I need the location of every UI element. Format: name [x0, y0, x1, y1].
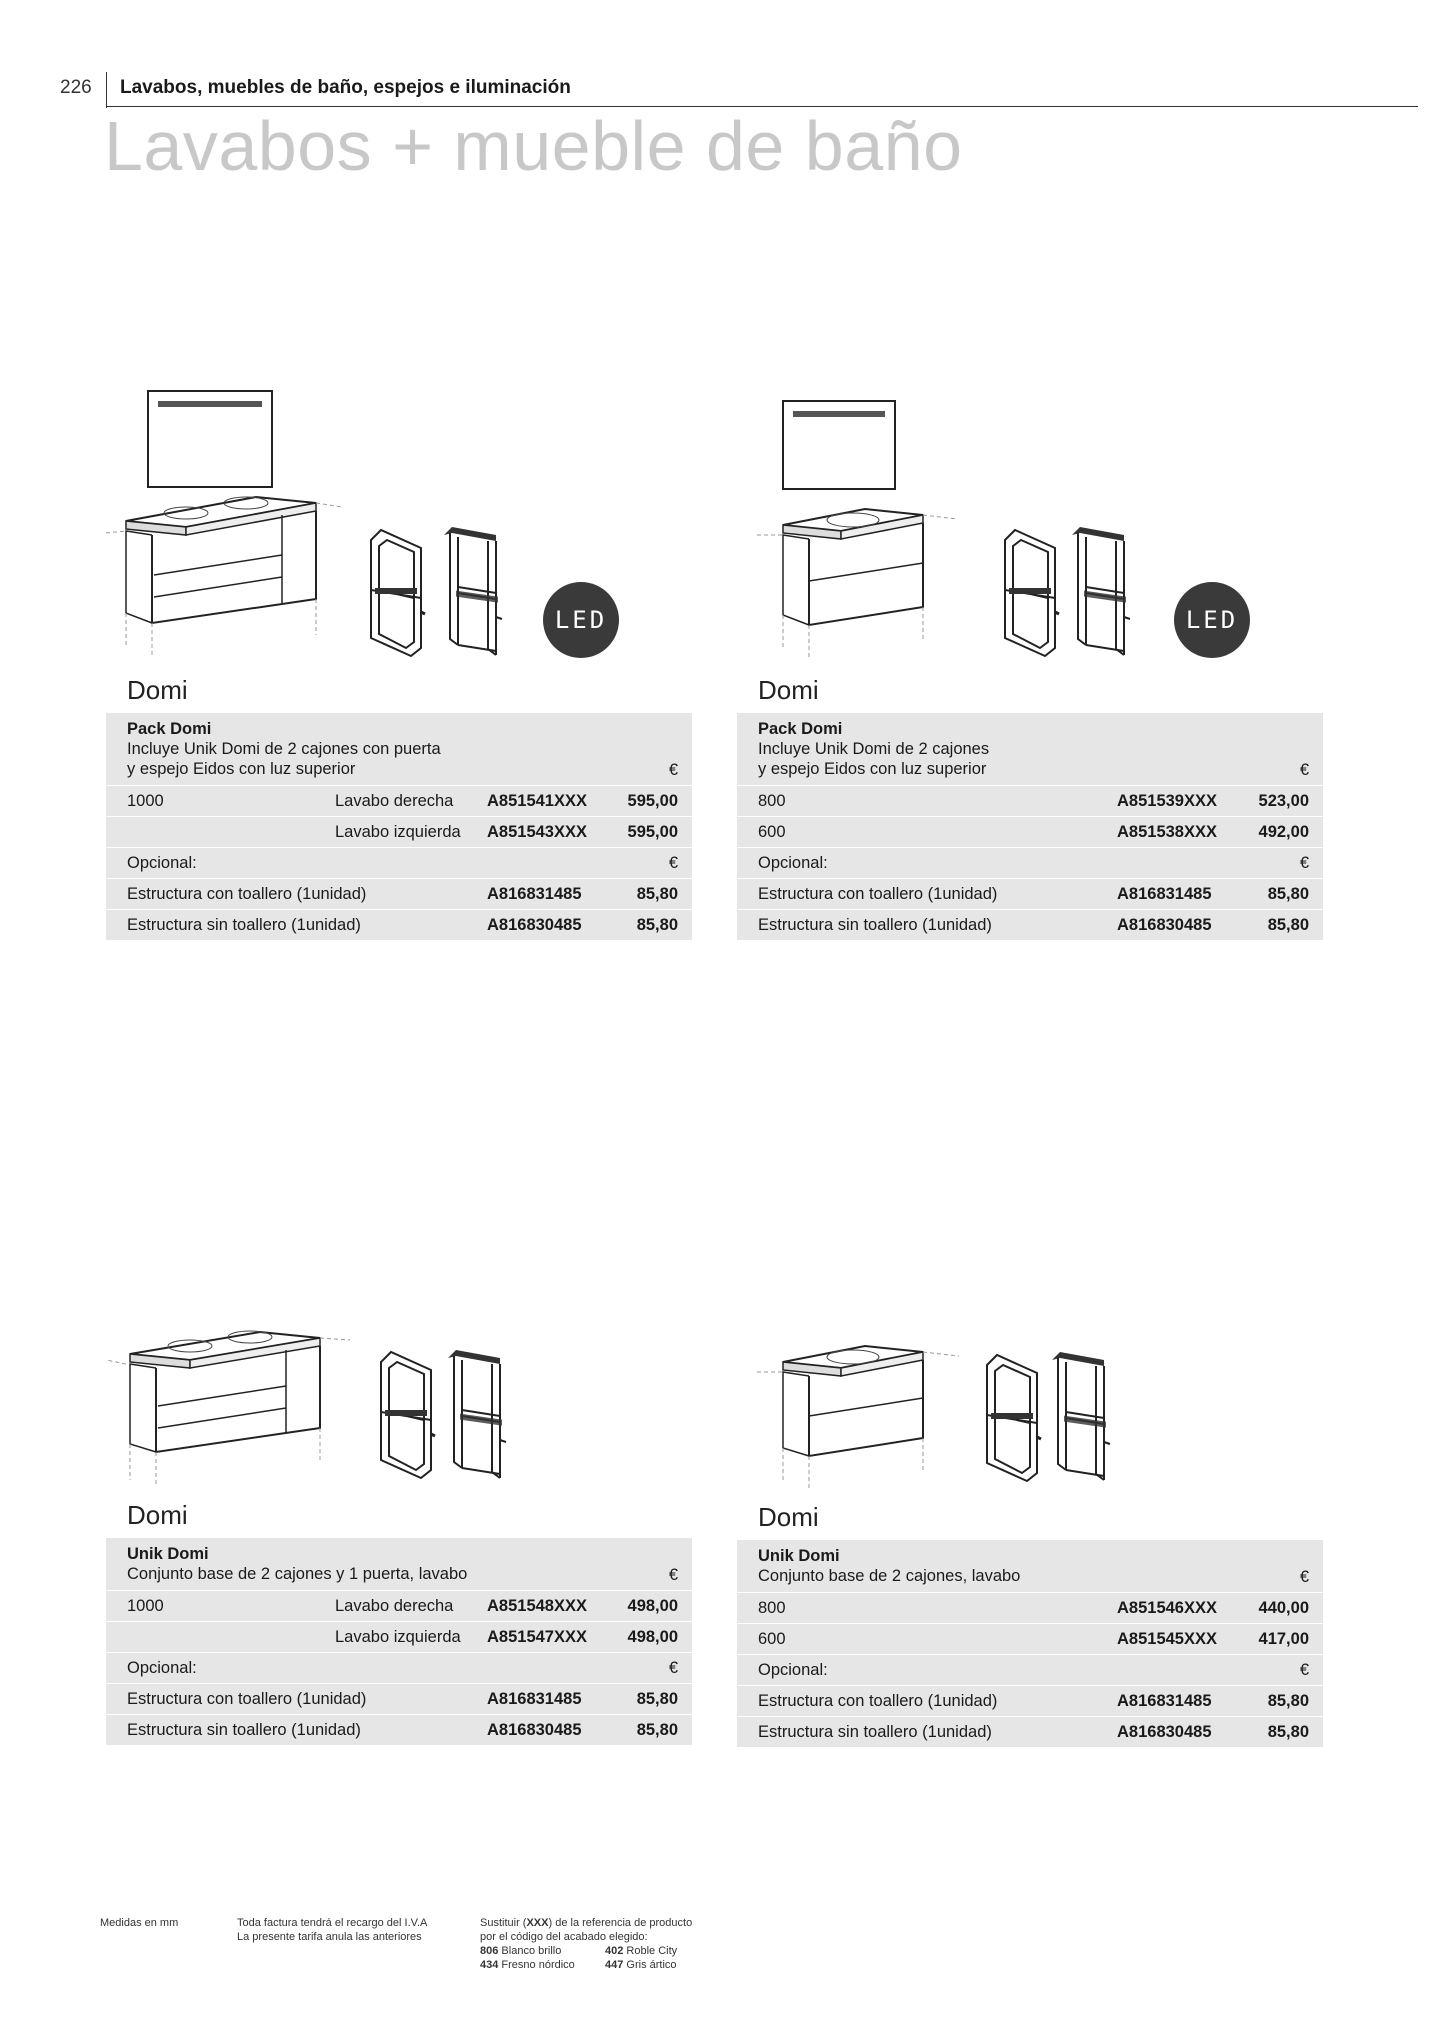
optional-label: Opcional:	[127, 854, 197, 872]
option-label: Estructura sin toallero (1unidad)	[127, 1721, 361, 1739]
finish-code: 402	[605, 1945, 624, 1957]
price-cell: 523,00	[1258, 792, 1309, 810]
finish-name: Gris ártico	[626, 1959, 677, 1971]
finish-name: Fresno nórdico	[501, 1959, 575, 1971]
section-title: Lavabos, muebles de baño, espejos e iluminación	[120, 77, 571, 98]
optional-label: Opcional:	[758, 854, 828, 872]
variant-cell: Lavabo izquierda	[335, 823, 461, 841]
option-label: Estructura sin toallero (1unidad)	[758, 916, 992, 934]
size-cell: 1000	[127, 1597, 164, 1615]
price-cell: 595,00	[627, 823, 678, 841]
variant-cell: Lavabo izquierda	[335, 1628, 461, 1646]
product-name: Domi	[758, 1502, 819, 1532]
price-cell: 85,80	[1267, 916, 1309, 934]
price-table	[106, 713, 692, 941]
table-row	[106, 879, 692, 910]
table-row	[737, 786, 1323, 817]
product-name: Domi	[127, 1500, 188, 1530]
ref-cell: A816830485	[1117, 916, 1212, 934]
price-cell: 85,80	[1267, 1723, 1309, 1741]
currency-label: €	[668, 761, 678, 779]
table-row	[737, 1593, 1323, 1624]
pack-title: Pack Domi	[758, 720, 843, 738]
finish-code: 447	[605, 1959, 624, 1971]
product-name: Domi	[758, 675, 819, 705]
optional-header-row	[106, 1653, 692, 1684]
table-row	[106, 1622, 692, 1653]
finish-name: Blanco brillo	[501, 1945, 562, 1957]
finish-code: 434	[480, 1959, 499, 1971]
currency-label: €	[1299, 761, 1309, 779]
size-cell: 1000	[127, 792, 164, 810]
price-cell: 595,00	[627, 792, 678, 810]
option-label: Estructura con toallero (1unidad)	[758, 1692, 998, 1710]
table-row	[737, 1624, 1323, 1655]
price-table	[737, 1540, 1323, 1748]
finish-item	[605, 1944, 677, 1958]
ref-cell: A851543XXX	[487, 823, 587, 841]
header-divider	[106, 72, 107, 108]
finish-code: 806	[480, 1945, 499, 1957]
currency-label: €	[668, 1566, 678, 1584]
price-cell: 498,00	[627, 1597, 678, 1615]
subst-code: XXX	[526, 1917, 549, 1929]
footer-substitution	[480, 1916, 720, 1972]
led-badge: LED	[554, 606, 608, 634]
price-cell: 85,80	[1267, 1692, 1309, 1710]
ref-cell: A816831485	[1117, 1692, 1212, 1710]
finish-name: Roble City	[626, 1945, 678, 1957]
pack-title: Unik Domi	[758, 1547, 840, 1565]
footer-vat-line: Toda factura tendrá el recargo del I.V.A	[237, 1917, 428, 1929]
ref-cell: A816830485	[487, 1721, 582, 1739]
variant-cell: Lavabo derecha	[335, 792, 454, 810]
currency-label: €	[1299, 854, 1309, 872]
page-header	[58, 72, 1358, 106]
price-cell: 85,80	[636, 885, 678, 903]
finish-codes	[480, 1944, 720, 1972]
pack-header	[106, 1538, 692, 1591]
ref-cell: A816831485	[1117, 885, 1212, 903]
price-cell: 440,00	[1258, 1599, 1309, 1617]
table-row	[106, 1684, 692, 1715]
ref-cell: A851547XXX	[487, 1628, 587, 1646]
finish-item	[605, 1958, 677, 1972]
currency-label: €	[668, 854, 678, 872]
size-cell: 800	[758, 1599, 786, 1617]
product-name: Domi	[127, 675, 188, 705]
pack-title: Pack Domi	[127, 720, 212, 738]
pack-header	[106, 713, 692, 786]
subst-suffix: ) de la referencia de producto	[548, 1917, 693, 1929]
option-label: Estructura sin toallero (1unidad)	[758, 1723, 992, 1741]
price-cell: 417,00	[1258, 1630, 1309, 1648]
footer-subst-line: por el código del acabado elegido:	[480, 1931, 648, 1943]
option-label: Estructura con toallero (1unidad)	[758, 885, 998, 903]
footer-vat	[237, 1916, 427, 1944]
table-row	[737, 910, 1323, 941]
product-illustration	[737, 1310, 1323, 1500]
size-cell: 600	[758, 1630, 786, 1648]
table-row	[737, 1686, 1323, 1717]
product-illustration	[106, 1310, 692, 1500]
price-table	[106, 1538, 692, 1746]
optional-header-row	[737, 1655, 1323, 1686]
page-number: 226	[60, 77, 92, 98]
table-row	[737, 1717, 1323, 1748]
currency-label: €	[1299, 1661, 1309, 1679]
table-row	[106, 817, 692, 848]
ref-cell: A851546XXX	[1117, 1599, 1217, 1617]
finish-item	[480, 1944, 561, 1958]
finish-item	[480, 1958, 575, 1972]
pack-description: Incluye Unik Domi de 2 cajones	[758, 740, 990, 758]
ref-cell: A816831485	[487, 1690, 582, 1708]
optional-label: Opcional:	[127, 1659, 197, 1677]
pack-description: y espejo Eidos con luz superior	[758, 760, 987, 778]
option-label: Estructura sin toallero (1unidad)	[127, 916, 361, 934]
ref-cell: A851538XXX	[1117, 823, 1217, 841]
footer-subst-line	[480, 1916, 720, 1930]
size-cell: 600	[758, 823, 786, 841]
pack-description: y espejo Eidos con luz superior	[127, 760, 356, 778]
pack-description: Conjunto base de 2 cajones, lavabo	[758, 1567, 1021, 1585]
led-badge: LED	[1185, 606, 1239, 634]
pack-header	[737, 713, 1323, 786]
currency-label: €	[668, 1659, 678, 1677]
pack-description: Conjunto base de 2 cajones y 1 puerta, lavabo	[127, 1565, 468, 1583]
subst-prefix: Sustituir (	[480, 1917, 527, 1929]
table-row	[106, 786, 692, 817]
table-row	[106, 1715, 692, 1746]
option-label: Estructura con toallero (1unidad)	[127, 1690, 367, 1708]
page-title: Lavabos + mueble de baño	[104, 107, 963, 185]
price-cell: 85,80	[636, 1690, 678, 1708]
table-row	[737, 817, 1323, 848]
price-cell: 85,80	[636, 916, 678, 934]
ref-cell: A816830485	[1117, 1723, 1212, 1741]
ref-cell: A816830485	[487, 916, 582, 934]
table-row	[737, 879, 1323, 910]
option-label: Estructura con toallero (1unidad)	[127, 885, 367, 903]
ref-cell: A816831485	[487, 885, 582, 903]
currency-label: €	[1299, 1568, 1309, 1586]
pack-header	[737, 1540, 1323, 1593]
pack-title: Unik Domi	[127, 1545, 209, 1563]
price-cell: 492,00	[1258, 823, 1309, 841]
size-cell: 800	[758, 792, 786, 810]
footer-vat-line: La presente tarifa anula las anteriores	[237, 1931, 422, 1943]
variant-cell: Lavabo derecha	[335, 1597, 454, 1615]
footer-measures: Medidas en mm	[100, 1917, 179, 1929]
table-row	[106, 1591, 692, 1622]
ref-cell: A851545XXX	[1117, 1630, 1217, 1648]
price-table	[737, 713, 1323, 941]
ref-cell: A851541XXX	[487, 792, 587, 810]
optional-header-row	[737, 848, 1323, 879]
optional-label: Opcional:	[758, 1661, 828, 1679]
optional-header-row	[106, 848, 692, 879]
ref-cell: A851539XXX	[1117, 792, 1217, 810]
pack-description: Incluye Unik Domi de 2 cajones con puerta	[127, 740, 441, 758]
price-cell: 85,80	[1267, 885, 1309, 903]
ref-cell: A851548XXX	[487, 1597, 587, 1615]
table-row	[106, 910, 692, 941]
price-cell: 498,00	[627, 1628, 678, 1646]
price-cell: 85,80	[636, 1721, 678, 1739]
